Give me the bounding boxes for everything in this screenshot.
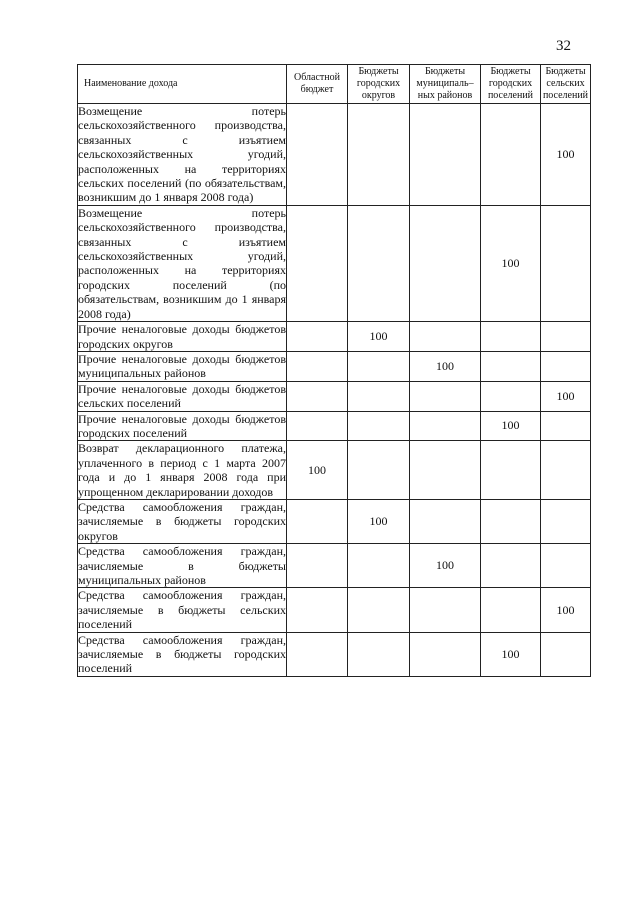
income-name-cell: Средства самообложения граждан, зачисляемые в бюджеты городских поселений [78,632,286,676]
urban-settlements-percent-cell [481,322,541,352]
regional-budget-percent-cell: 100 [287,441,348,500]
header-municipal-districts-budgets: Бюджеты муниципаль– ных районов [410,65,481,104]
regional-budget-percent-cell [287,411,348,441]
regional-budget-percent-cell [287,205,348,321]
header-city-districts-budgets: Бюджеты городских округов [348,65,410,104]
rural-settlements-percent-cell: 100 [541,381,591,411]
city-districts-percent-cell: 100 [348,499,410,543]
income-name-cell: Возврат декларационного платежа, уплаченного в период с 1 марта 2007 года и до 1 января 2008 года при упрощенном декларировании доходов [78,441,286,499]
header-income-name: Наименование дохода [78,65,287,104]
city-districts-percent-cell [348,351,410,381]
rural-settlements-percent-cell [541,499,591,543]
municipal-districts-percent-cell: 100 [410,351,481,381]
rural-settlements-percent-cell [541,441,591,500]
urban-settlements-percent-cell [481,381,541,411]
rural-settlements-percent-cell [541,322,591,352]
urban-settlements-percent-cell [481,544,541,588]
urban-settlements-percent-cell [481,499,541,543]
urban-settlements-percent-cell [481,104,541,206]
table-row [78,351,591,381]
regional-budget-percent-cell [287,381,348,411]
municipal-districts-percent-cell [410,104,481,206]
regional-budget-percent-cell [287,104,348,206]
urban-settlements-percent-cell: 100 [481,632,541,676]
municipal-districts-percent-cell [410,205,481,321]
income-name-cell: Прочие неналоговые доходы бюджетов сельских поселений [78,381,286,411]
rural-settlements-percent-cell: 100 [541,104,591,206]
revenue-distribution-table [77,64,591,677]
municipal-districts-percent-cell [410,381,481,411]
table-row [78,322,591,352]
rural-settlements-percent-cell [541,632,591,676]
city-districts-percent-cell: 100 [348,322,410,352]
city-districts-percent-cell [348,205,410,321]
table-row [78,205,591,321]
urban-settlements-percent-cell: 100 [481,411,541,441]
income-name-cell: Прочие неналоговые доходы бюджетов городских поселений [78,411,286,440]
municipal-districts-percent-cell [410,322,481,352]
municipal-districts-percent-cell [410,411,481,441]
regional-budget-percent-cell [287,499,348,543]
municipal-districts-percent-cell [410,588,481,632]
header-urban-settlements-budgets: Бюджеты городских поселений [481,65,541,104]
urban-settlements-percent-cell [481,441,541,500]
rural-settlements-percent-cell [541,351,591,381]
municipal-districts-percent-cell [410,441,481,500]
urban-settlements-percent-cell [481,351,541,381]
city-districts-percent-cell [348,104,410,206]
rural-settlements-percent-cell [541,544,591,588]
table-row [78,544,591,588]
city-districts-percent-cell [348,441,410,500]
table-row [78,381,591,411]
header-regional-budget: Областной бюджет [287,65,348,104]
table-row [78,588,591,632]
city-districts-percent-cell [348,381,410,411]
urban-settlements-percent-cell [481,588,541,632]
city-districts-percent-cell [348,544,410,588]
regional-budget-percent-cell [287,632,348,676]
regional-budget-percent-cell [287,544,348,588]
rural-settlements-percent-cell [541,205,591,321]
table-row [78,104,591,206]
income-name-cell: Возмещение потерь сельскохозяйственного производства, связанных с изъятием сельскохозяйственных угодий, расположенных на территориях сельских поселений (по обязательствам, возникшим до 1 января 2008 года) [78,104,286,205]
regional-budget-percent-cell [287,351,348,381]
city-districts-percent-cell [348,632,410,676]
urban-settlements-percent-cell: 100 [481,205,541,321]
municipal-districts-percent-cell [410,632,481,676]
table-row [78,499,591,543]
income-name-cell: Прочие неналоговые доходы бюджетов городских округов [78,322,286,351]
income-name-cell: Средства самообложения граждан, зачисляемые в бюджеты сельских поселений [78,588,286,632]
city-districts-percent-cell [348,411,410,441]
income-name-cell: Возмещение потерь сельскохозяйственного производства, связанных с изъятием сельскохозяйственных угодий, расположенных на территориях городских поселений (по обязательствам, возникшим до 1 января 2008 года) [78,205,286,321]
table-row [78,632,591,676]
header-rural-settlements-budgets: Бюджеты сельских поселений [541,65,591,104]
table-row [78,411,591,441]
income-name-cell: Средства самообложения граждан, зачисляемые в бюджеты муниципальных районов [78,544,286,587]
city-districts-percent-cell [348,588,410,632]
rural-settlements-percent-cell: 100 [541,588,591,632]
table-header-row [78,65,591,104]
table-row [78,441,591,500]
income-name-cell: Средства самообложения граждан, зачисляемые в бюджеты городских округов [78,499,286,543]
income-name-cell: Прочие неналоговые доходы бюджетов муниципальных районов [78,351,286,381]
rural-settlements-percent-cell [541,411,591,441]
municipal-districts-percent-cell [410,499,481,543]
municipal-districts-percent-cell: 100 [410,544,481,588]
regional-budget-percent-cell [287,322,348,352]
page-number: 32 [556,38,571,54]
regional-budget-percent-cell [287,588,348,632]
